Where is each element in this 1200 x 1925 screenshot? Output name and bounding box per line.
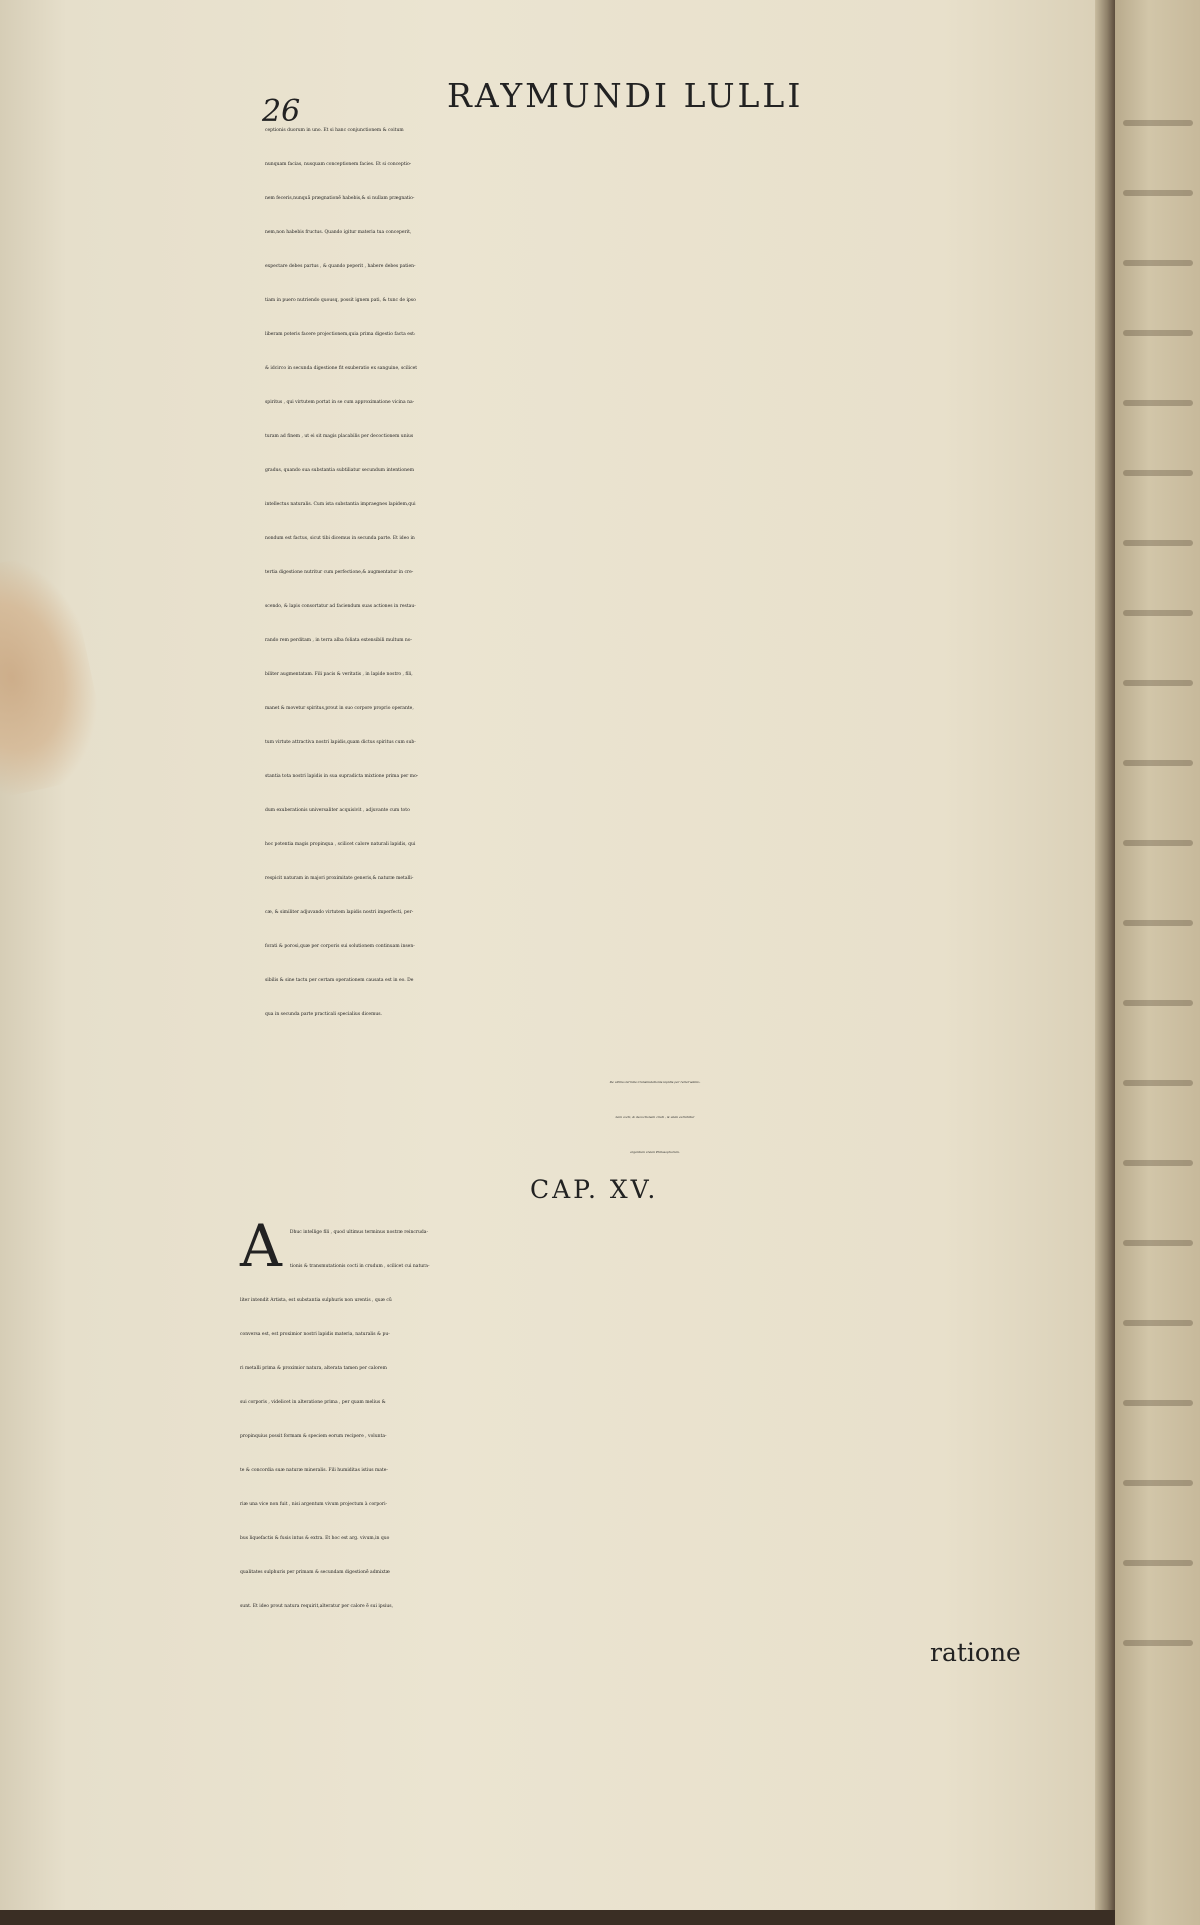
text-line: tionis & transmutationis cocti in crudum , scilicet cui natura-: [289, 1264, 430, 1269]
text-line: & idcirco in secunda digestione fit exuberatio ex sanguine, scilicet: [265, 366, 418, 371]
heading-line: nem cocti, & decoctionem crudi , & unde extrahitur: [615, 1115, 695, 1119]
text-line: stantia tota nostri lapidis in sua supradicta mixtione prima per mo-: [265, 774, 419, 779]
text-line: sunt. Et ideo prout natura requirit,alteratur per calore ẽ sui ipsius,: [240, 1604, 394, 1609]
text-line: ceptionis duorum in uno. Et si hanc conjunctionem & coitum: [265, 128, 404, 133]
text-line: Dhuc intellige fili , quod ultimus terminus nostræ reincruda-: [289, 1230, 429, 1235]
text-line: ri metalli prima & proximior natura, alterata tamen per calorem: [240, 1366, 387, 1371]
running-head: RAYMUNDI LULLI: [447, 76, 804, 115]
text-line: respicit naturam in majori proximitate generis,& naturæ metalli-: [265, 876, 414, 881]
catchword: ratione: [930, 1638, 1021, 1667]
text-line: qua in secunda parte practicali specialius dicemus.: [265, 1012, 382, 1017]
text-line: bus liquefactis & fusis intus & extra. Et hoc est arg. vivum,in quo: [240, 1536, 390, 1541]
text-line: rando rem perditam , in terra alba foliata extensibili multum no-: [265, 638, 413, 643]
text-line: forati & porosi,quæ per corporis sui solutionem continuam insen-: [265, 944, 415, 949]
text-line: te & concordia suæ naturæ mineralis. Fili humiditas istius mate-: [240, 1468, 388, 1473]
text-line: expectare debes partus , & quando peperit , habere debes patien-: [265, 264, 416, 269]
heading-line: De ultimo termino transmutationis lapidis per reincrudatio-: [609, 1080, 701, 1084]
text-line: propinquius possit formam & speciem eorum recipere , volunta-: [240, 1434, 387, 1439]
text-line: intellectus naturalis. Cum ista substantia impraegnes lapidem,qui: [265, 502, 416, 507]
chapter-number: CAP. XV.: [530, 1175, 659, 1204]
text-line: spiritus , qui virtutem portat in se cum approximatione vicina na-: [265, 400, 415, 405]
text-line: liter intendit Artista, est substantia sulphuris non urentis , quæ cũ: [240, 1298, 392, 1303]
text-line: dum exuberationis universaliter acquisivit , adjuvante cum toto: [265, 808, 410, 813]
text-line: nondum est factus, sicut tibi dicemus in secunda parte. Et ideo in: [265, 536, 415, 541]
heading-line: argentum vivum Philosophorum.: [630, 1150, 680, 1154]
text-line: conversa est, est proximior nostri lapidis materia, naturalis & pu-: [240, 1332, 390, 1337]
paragraph-1: [265, 114, 1055, 1032]
book-gutter: [1095, 0, 1115, 1910]
text-line: scendo, & lapis consortatur ad faciendum suas actiones in restau-: [265, 604, 416, 609]
text-line: tiam in puero nutriendo quousq, possit ignem pati, & tunc de ipso: [265, 298, 416, 303]
text-line: nunquam facias, nusquam conceptionem facies. Et si conceptio-: [265, 162, 412, 167]
text-line: qualitates sulphuris per primam & secundam digestionẽ admixtæ: [240, 1570, 390, 1575]
text-line: liberam poteris facere projectionem,quia prima digestio facta est:: [265, 332, 416, 337]
text-line: nem,non habebis fructus. Quando igitur materia tua conceperit,: [265, 230, 412, 235]
chapter-heading: [245, 1065, 1065, 1170]
text-line: tum virtute attractiva nostri lapidis,quam dictus spiritus cum sub-: [265, 740, 416, 745]
text-line: manet & movetur spiritus,prout in suo corpore proprio operante,: [265, 706, 414, 711]
text-line: sibilis & sine tactu per certam operationem causata est in eo. De: [265, 978, 414, 983]
text-line: turam ad finem , ut ei sit magis placabilis per decoctionem unius: [265, 434, 414, 439]
paragraph-2: [240, 1212, 1035, 1624]
text-line: cæ, & similiter adjuvando virtutem lapidis nostri imperfecti, per-: [265, 910, 414, 915]
page-number: 26: [262, 94, 301, 129]
text-line: hoc potentia magis propinqua , scilicet calore naturali lapidis, qui: [265, 842, 416, 847]
text-line: gradus, quando sua substantia subtiliatur secundum intentionem: [265, 468, 414, 473]
adjacent-page-edge: [1115, 0, 1200, 1925]
text-line: biliter augmentatam. Fili pacis & veritatis , in lapide nostro , fili,: [265, 672, 413, 677]
text-line: nem feceris,nunquã prægnationẽ habebis,& si nullam prægnatio-: [265, 196, 415, 201]
text-line: riæ una vice non fuit , nisi argentum vivum projectum à corpori-: [240, 1502, 388, 1507]
page-header: [262, 72, 1062, 129]
drop-cap: A: [240, 1212, 282, 1280]
text-line: tertia digestione nutritur cum perfectione,& augmentatur in cre-: [265, 570, 414, 575]
text-line: sui corporis , videlicet in alteratione prima , per quam melius &: [240, 1400, 386, 1405]
